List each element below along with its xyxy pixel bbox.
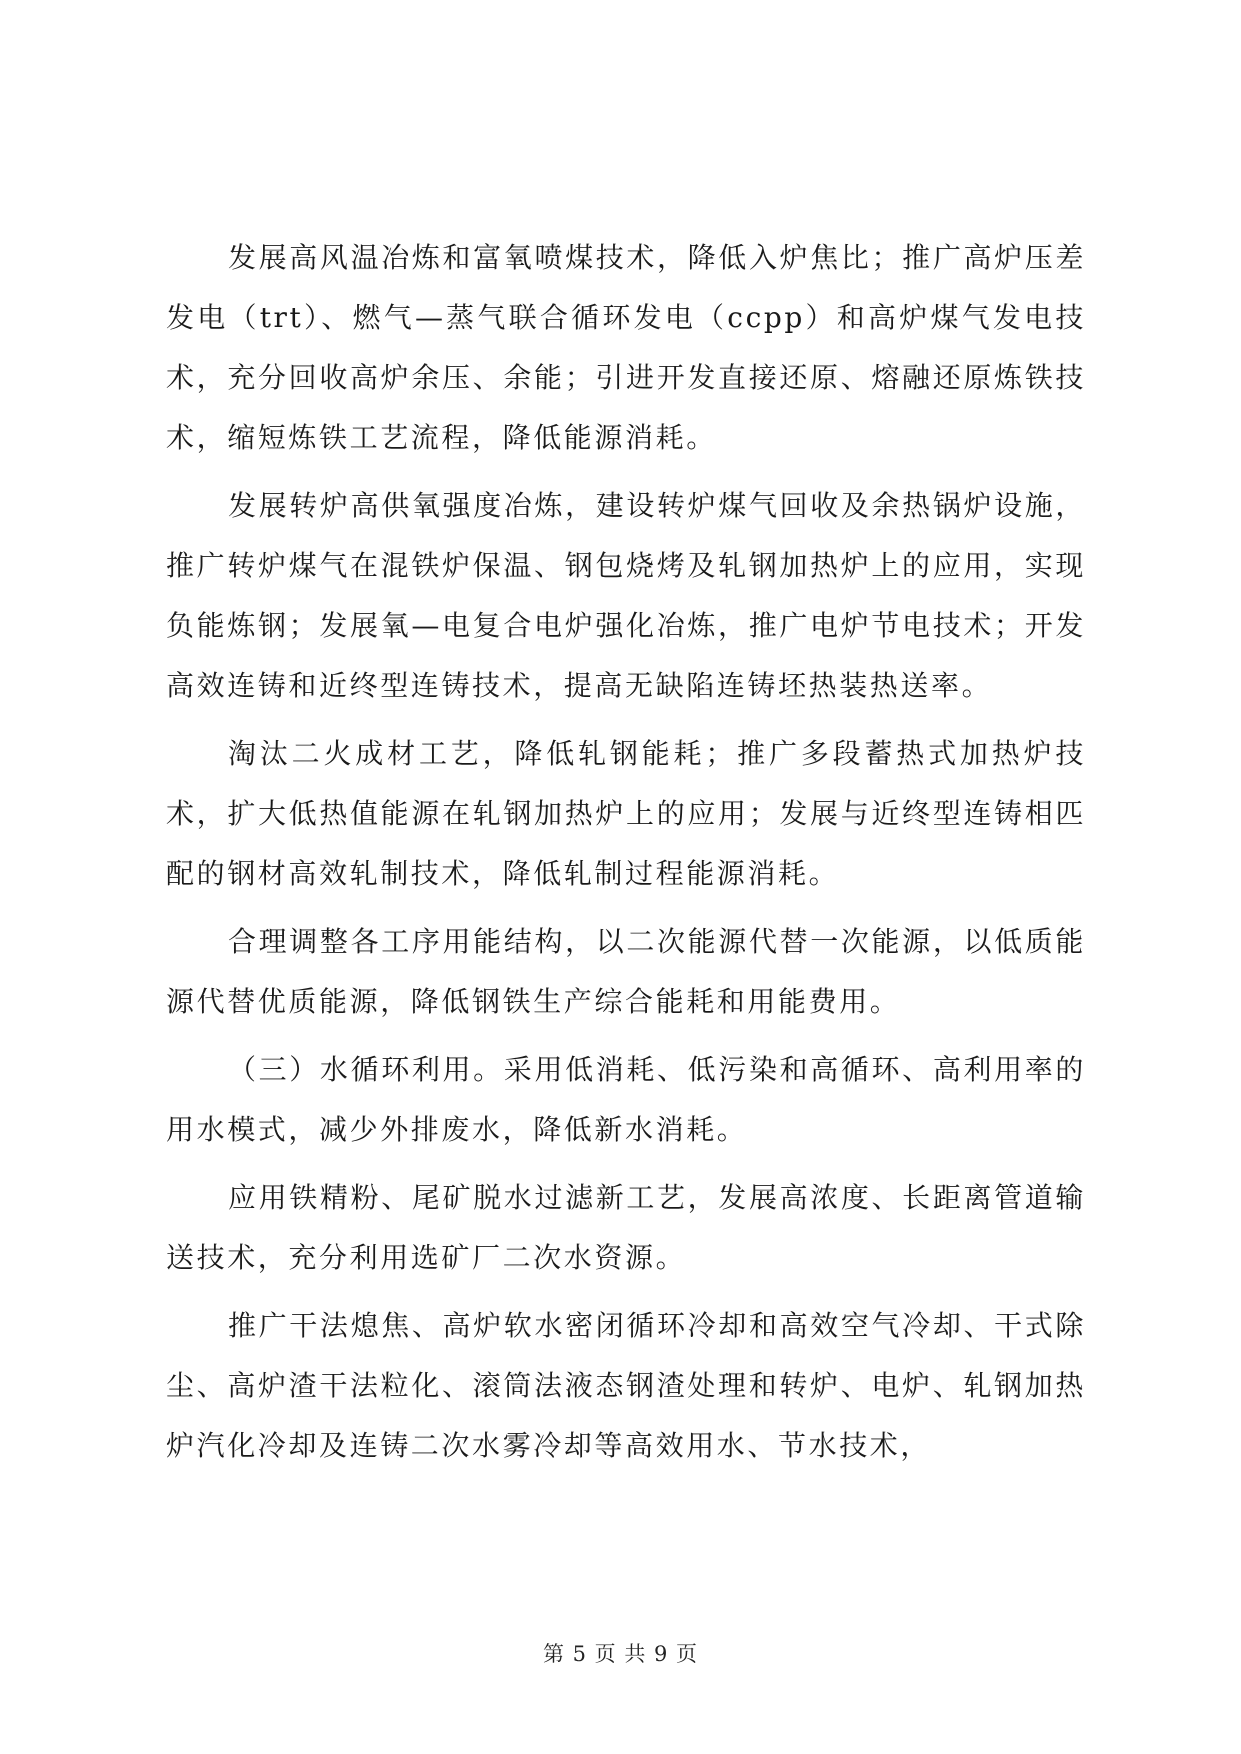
paragraph-energy-structure: 合理调整各工序用能结构，以二次能源代替一次能源，以低质能源代替优质能源，降低钢铁生产综合能耗和用能费用。 xyxy=(166,925,1086,1018)
paragraph-rolling: 淘汰二火成材工艺，降低轧钢能耗；推广多段蓄热式加热炉技术，扩大低热值能源在轧钢加热炉上的应用；发展与近终型连铸相匹配的钢材高效轧制技术，降低轧制过程能源消耗。 xyxy=(166,737,1086,890)
paragraph-water-saving-tech: 推广干法熄焦、高炉软水密闭循环冷却和高效空气冷却、干式除尘、高炉渣干法粒化、滚筒法液态钢渣处理和转炉、电炉、轧钢加热炉汽化冷却及连铸二次水雾冷却等高效用水、节水技术， xyxy=(166,1309,1086,1462)
page-number-footer: 第 5 页 共 9 页 xyxy=(542,1642,699,1666)
paragraph-mine-water: 应用铁精粉、尾矿脱水过滤新工艺，发展高浓度、长距离管道输送技术，充分利用选矿厂二次水资源。 xyxy=(166,1181,1086,1274)
paragraph-ironmaking: 发展高风温冶炼和富氧喷煤技术，降低入炉焦比；推广高炉压差发电（trt）、燃气—蒸气联合循环发电（ccpp）和高炉煤气发电技术，充分回收高炉余压、余能；引进开发直接还原、熔融还原炼铁技术，缩短炼铁工艺流程，降低能源消耗。 xyxy=(166,241,1086,454)
document-body xyxy=(166,228,1086,1476)
paragraph-steelmaking: 发展转炉高供氧强度冶炼，建设转炉煤气回收及余热锅炉设施，推广转炉煤气在混铁炉保温、钢包烧烤及轧钢加热炉上的应用，实现负能炼钢；发展氧—电复合电炉强化冶炼，推广电炉节电技术；开发高效连铸和近终型连铸技术，提高无缺陷连铸坯热装热送率。 xyxy=(166,489,1086,702)
paragraph-water-recycling: （三）水循环利用。采用低消耗、低污染和高循环、高利用率的用水模式，减少外排废水，降低新水消耗。 xyxy=(166,1053,1086,1146)
